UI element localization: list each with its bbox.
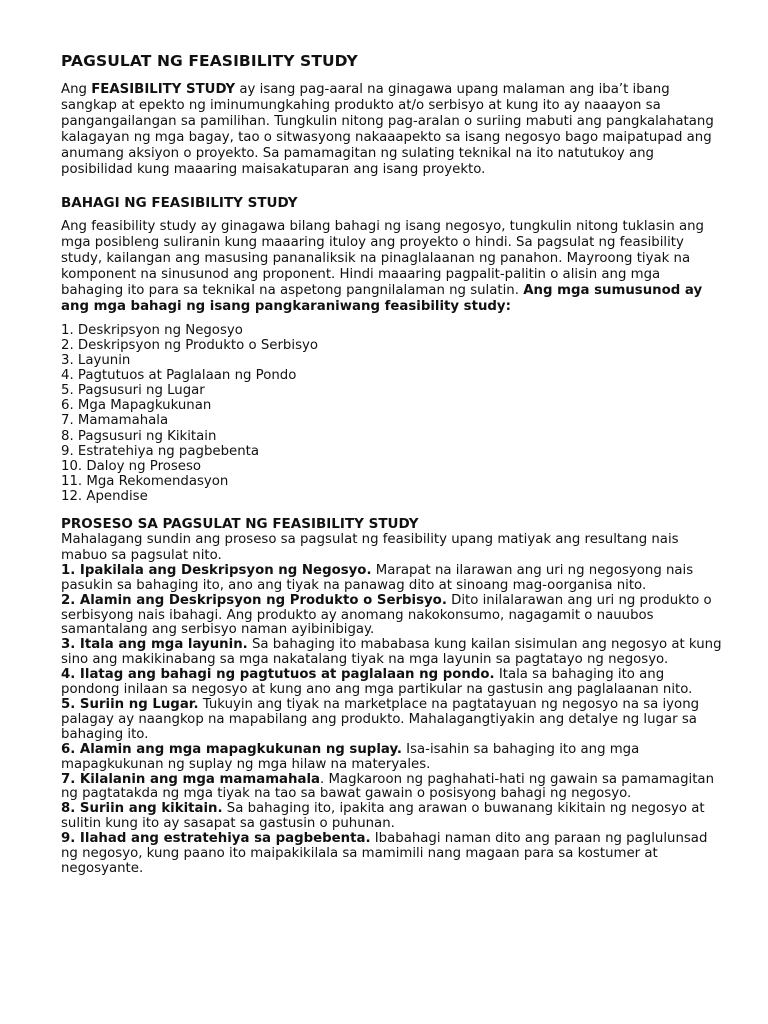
process-steps [61,564,723,877]
list-item: 8. Pagsusuri ng Kikitain [61,428,217,444]
step-text: . Magkaroon ng paghahati-hati ng gawain sa pamamagitan ng pagtatakda ng mga tiyak na tao sa bawat gawain o posisyong bahagi ng negosyo. [61,771,714,802]
step-title: 3. Itala ang mga layunin. [61,637,248,653]
step-text: Itala sa bahaging ito ang pondong inilaan sa negosyo at kung ano ang mga partikular na gastusin ang paglalaanan nito. [61,667,693,698]
section-heading-bahagi: BAHAGI NG FEASIBILITY STUDY [61,195,298,212]
step-title: 9. Ilahad ang estratehiya sa pagbebenta. [61,831,371,847]
intro-paragraph [61,82,723,177]
bahagi-bold-tail: Ang mga sumusunod ay ang mga bahagi ng isang pangkaraniwang feasibility study: [61,283,703,314]
step-text: Ibabahagi naman dito ang paraan ng paglulunsad ng negosyo, kung paano ito maipakikilala sa mamimili nang magaan para sa kostumer at negosyante. [61,831,708,876]
step-text: Sa bahaging ito, ipakita ang arawan o buwanang kikitain ng negosyo at sulitin kung ito ay sasapat sa gastusin o puhunan. [61,801,705,832]
step-text: Marapat na ilarawan ang uri ng negosyong nais pasukin sa bahaging ito, ano ang tiyak na panawag dito at sinoang mag-oorganisa nito. [61,562,694,593]
section-heading-proseso: PROSESO SA PAGSULAT NG FEASIBILITY STUDY [61,516,419,532]
process-step [61,668,723,698]
intro-prefix: Ang [61,82,92,97]
process-step [61,564,723,594]
step-text: Isa-isahin sa bahaging ito ang mga mapagkukunan ng suplay ng mga hilaw na materyales. [61,741,640,772]
bahagi-text: Ang feasibility study ay ginagawa bilang bahagi ng isang negosyo, tungkulin nitong tuklasin ang mga posibleng suliranin kung maaaring ituloy ang proyekto o hindi. Sa pagsulat ng feasibility study, kailangan ang masusing pananaliksik na pinaglalaanan ng panahon. Mayroong tiyak na komponent na sinusunod ang proponent. Hindi maaaring pagpalit-palitin o alisin ang mga bahaging ito para sa teknikal na aspetong pangnilalaman ng sulatin. [61,219,704,299]
step-title: 5. Suriin ng Lugar. [61,696,199,712]
process-step [61,594,723,639]
process-step [61,638,723,668]
list-item: 2. Deskripsyon ng Produkto o Serbisyo [61,337,318,353]
step-text: Tukuyin ang tiyak na marketplace na pagtatayuan ng negosyo na sa iyong palagay ay naangkop na mapabilang ang produkto. Mahalagangtiyakin ang detalye ng lugar sa bahaging ito. [61,696,700,742]
list-item: 5. Pagsusuri ng Lugar [61,383,205,399]
step-title: 8. Suriin ang kikitain. [61,801,223,817]
process-step [61,832,723,877]
list-item: 1. Deskripsyon ng Negosyo [61,322,243,338]
list-item: 4. Pagtutuos at Paglalaan ng Pondo [61,368,297,384]
bahagi-paragraph [61,219,723,314]
intro-bold-term: FEASIBILITY STUDY [91,82,236,97]
process-step [61,743,723,773]
step-title: 1. Ipakilala ang Deskripsyon ng Negosyo. [61,562,372,578]
step-title: 4. Ilatag ang bahagi ng pagtutuos at paglalaan ng pondo. [61,667,495,683]
step-title: 7. Kilalanin ang mga mamamahala [61,771,320,787]
step-title: 6. Alamin ang mga mapagkukunan ng suplay. [61,741,402,757]
step-text: Dito inilalarawan ang uri ng produkto o serbisyong nais ibahagi. Ang produkto ay anomang nakokonsumo, nagagamit o nauubos samantalang ang serbisyo naman ayibinibigay. [61,592,712,638]
document-page [61,52,723,877]
list-item: 7. Mamamahala [61,413,169,429]
list-item: 3. Layunin [61,353,131,369]
list-item: 11. Mga Rekomendasyon [61,473,229,489]
list-item: 10. Daloy ng Proseso [61,458,202,474]
process-step [61,773,723,803]
step-text: Sa bahaging ito mababasa kung kailan sisimulan ang negosyo at kung sino ang makikinabang sa mga nakatalang tiyak na mga layunin sa pagtatayo ng negosyo. [61,637,722,668]
process-step [61,802,723,832]
page-title: PAGSULAT NG FEASIBILITY STUDY [61,52,358,70]
list-item: 9. Estratehiya ng pagbebenta [61,443,259,459]
proseso-intro: Mahalagang sundin ang proseso sa pagsulat ng feasibility upang matiyak ang resultang nais mabuo sa pagsulat nito. [61,532,679,563]
list-item: 12. Apendise [61,488,148,504]
step-title: 2. Alamin ang Deskripsyon ng Produkto o Serbisyo. [61,592,447,608]
intro-text: ay isang pag-aaral na ginagawa upang malaman ang iba’t ibang sangkap at epekto ng iminumungkahing produkto at/o serbisyo at kung ito ay naaayon sa pangangailangan sa pamilihan. Tungkulin nitong pag-aralan o suriing mabuti ang pangkalahatang kalagayan ng mga bagay, tao o sitwasyong nakaaapekto sa isang negosyo bago maipatupad ang anumang aksiyon o proyekto. Sa pamamagitan ng sulating teknikal na ito natutukoy ang posibilidad kung maaaring maisakatuparan ang isang proyekto. [61,82,714,177]
parts-list [61,323,723,504]
list-item: 6. Mga Mapagkukunan [61,398,212,414]
process-step [61,698,723,743]
